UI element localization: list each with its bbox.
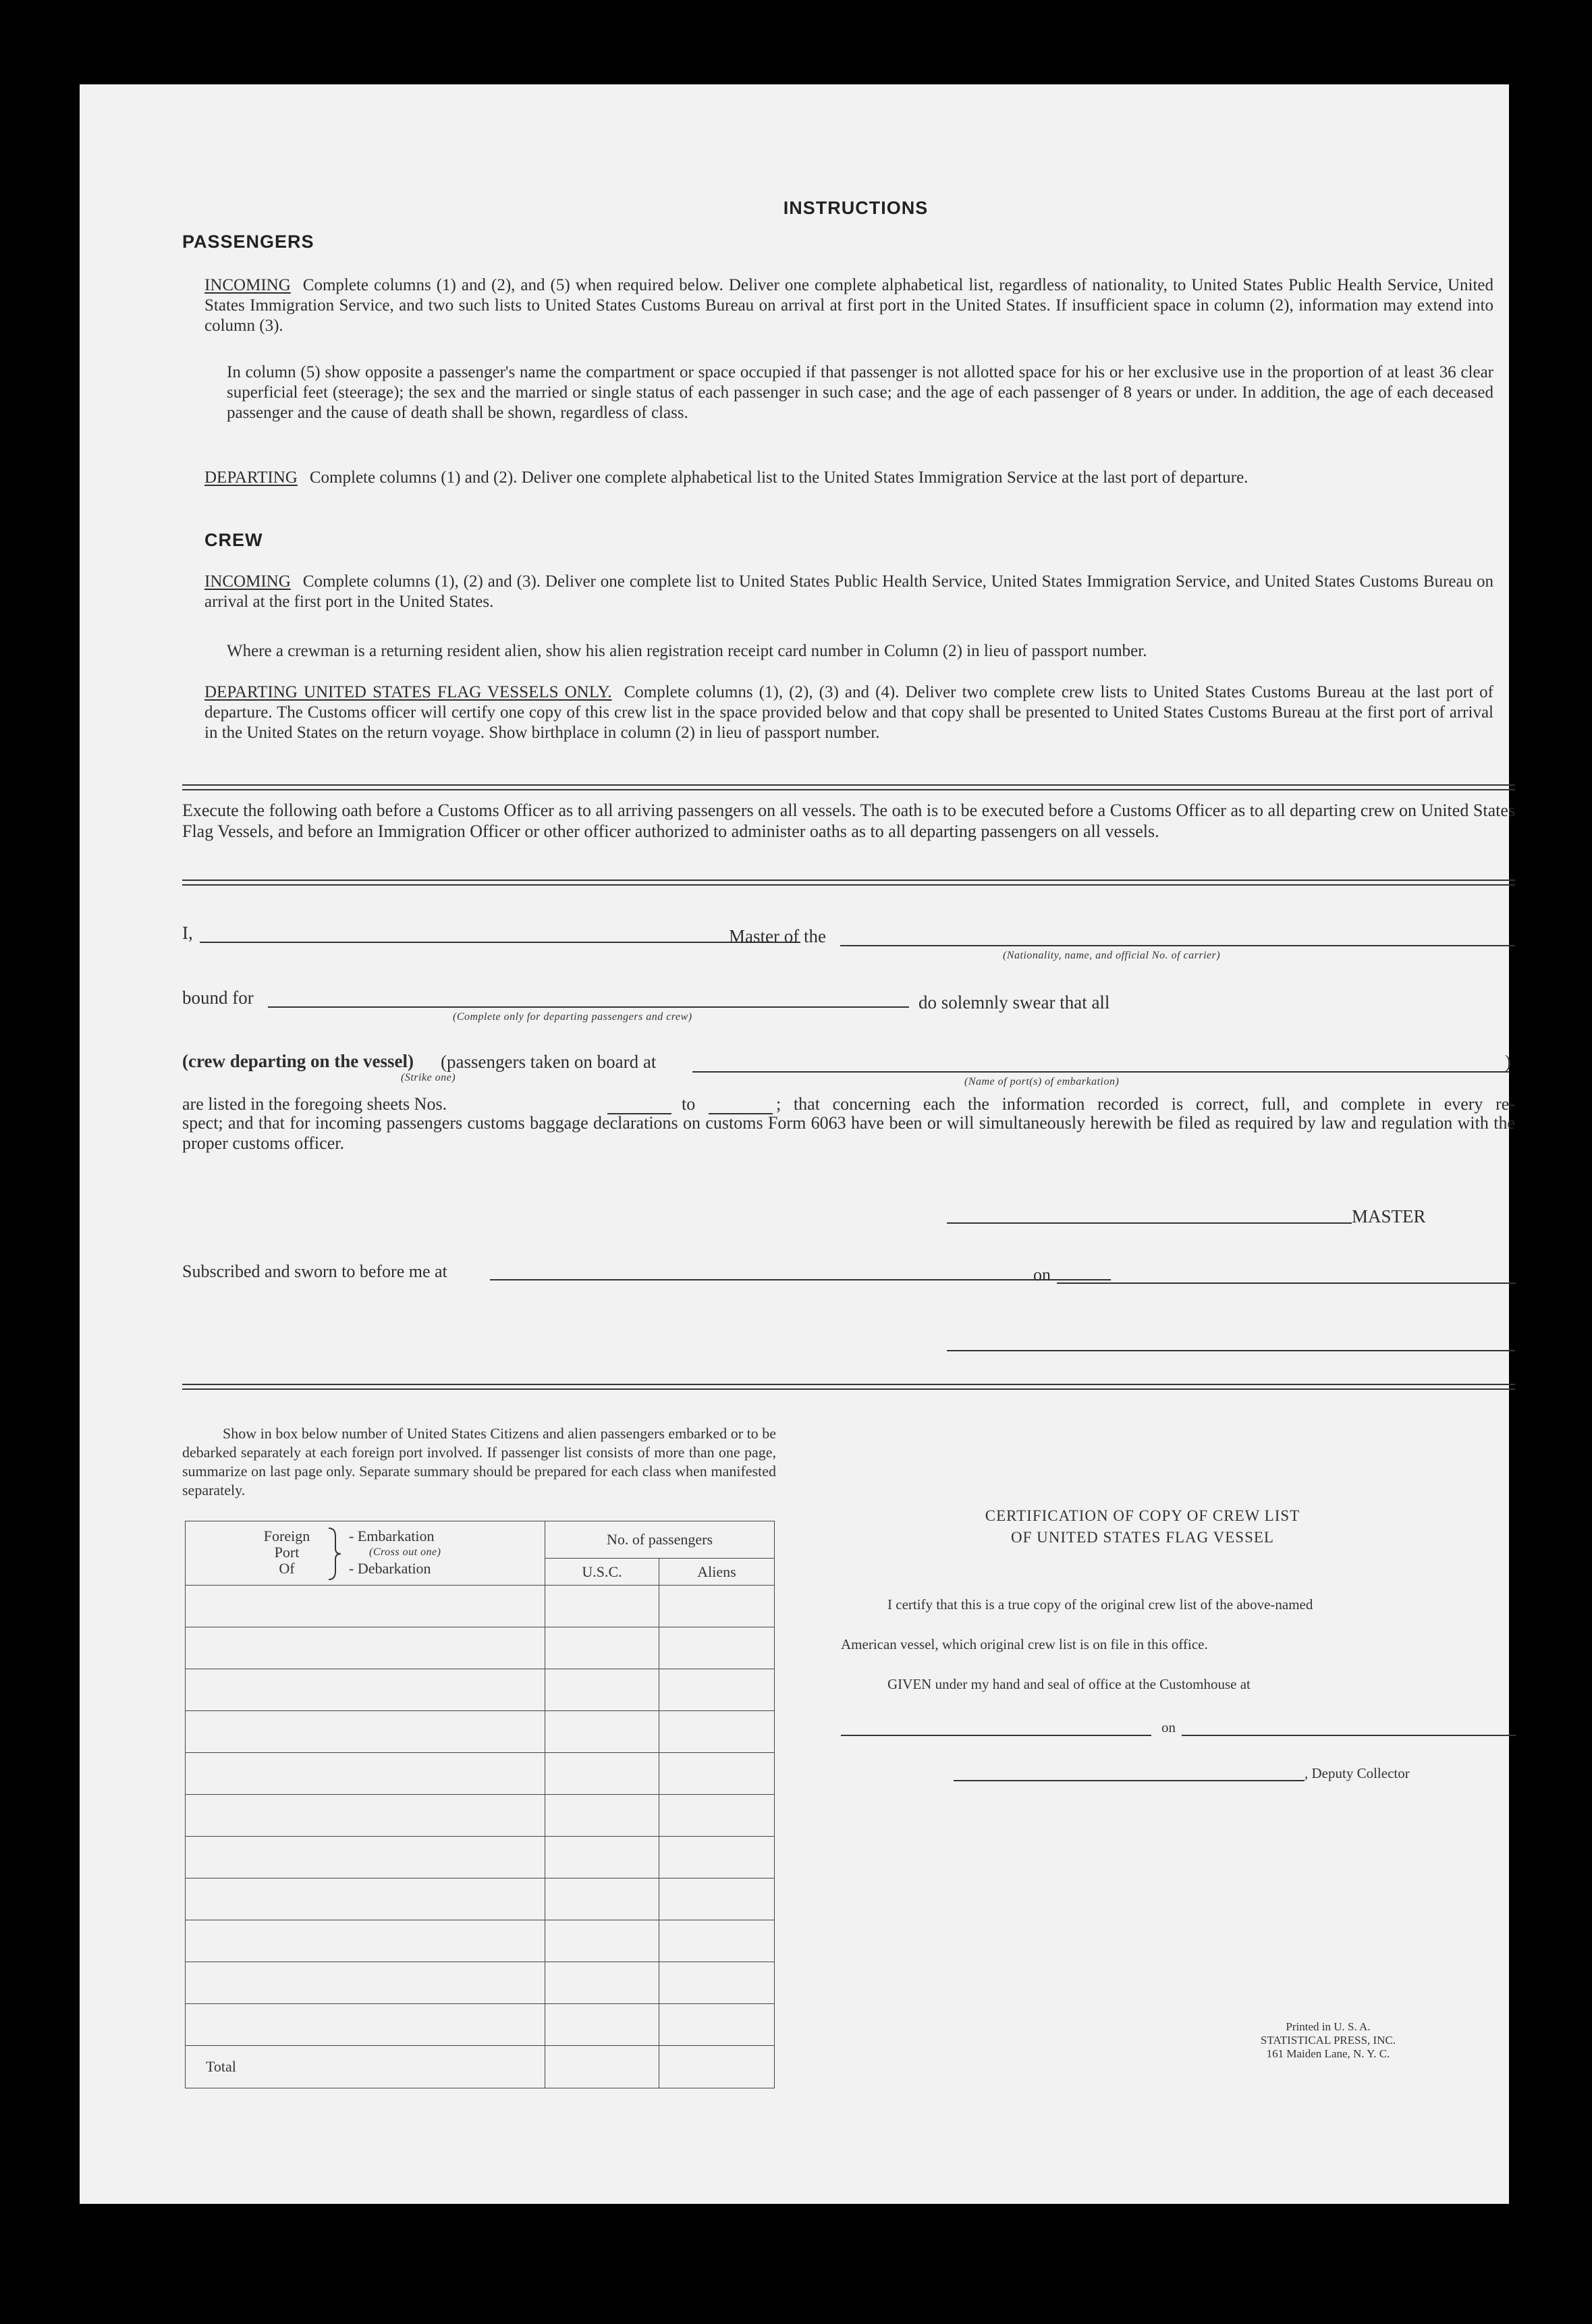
section-divider: [182, 1384, 1515, 1390]
section-divider: [182, 880, 1515, 886]
port-cell[interactable]: [186, 1920, 545, 1962]
listed-sheets-text: are listed in the foregoing sheets Nos.: [182, 1094, 447, 1114]
table-row: [186, 1586, 775, 1627]
master-label: MASTER: [1352, 1206, 1426, 1226]
deputy-collector-label: , Deputy Collector: [1305, 1765, 1410, 1781]
crew-incoming-text: Complete columns (1), (2) and (3). Deliver one complete list to United States Public Health Service, United States Immigration Service, and United States Customs Bureau on arrival at the first port in the United States.: [204, 572, 1493, 611]
crew-departing-strong: (crew departing on the vessel): [182, 1051, 414, 1071]
certification-on-label: on: [1161, 1719, 1176, 1735]
usc-cell[interactable]: [545, 1920, 659, 1962]
of-label: Of: [279, 1560, 295, 1577]
table-row: [186, 1920, 775, 1962]
usc-cell[interactable]: [545, 1627, 659, 1669]
master-of-label: Master of the: [729, 926, 826, 946]
no-of-passengers-header: No. of passengers: [545, 1521, 775, 1559]
strike-caption: (Strike one): [401, 1072, 456, 1083]
passengers-departing-instruction: [204, 468, 1493, 488]
aliens-cell[interactable]: [659, 1627, 775, 1669]
aliens-header: Aliens: [659, 1559, 775, 1586]
certify-text: I certify that this is a true copy of the original crew list of the above-named: [887, 1596, 1313, 1613]
deputy-collector-signature-field[interactable]: [954, 1780, 1305, 1781]
aliens-cell[interactable]: [659, 2004, 775, 2046]
embarkation-ports-field[interactable]: [692, 1071, 1509, 1073]
crew-incoming-instruction: [204, 572, 1493, 612]
aliens-cell[interactable]: [659, 1962, 775, 2004]
crew-heading: CREW: [204, 530, 263, 550]
usc-cell[interactable]: [545, 1879, 659, 1920]
passengers-departing-text: Complete columns (1) and (2). Deliver one complete alphabetical list to the United States Immigration Service at the last port of departure.: [309, 468, 1248, 487]
passengers-incoming-label: INCOMING: [204, 276, 291, 294]
aliens-cell[interactable]: [659, 1711, 775, 1753]
crewman-instruction: Where a crewman is a returning resident alien, show his alien registration receipt card number in Column (2) in lieu of passport number.: [227, 642, 1147, 660]
usc-cell[interactable]: [545, 1795, 659, 1837]
master-signature-field[interactable]: [947, 1222, 1352, 1224]
american-vessel-text: American vessel, which original crew list is on file in this office.: [841, 1636, 1208, 1652]
table-row: [186, 1795, 775, 1837]
aliens-cell[interactable]: [659, 1669, 775, 1711]
bound-for-field[interactable]: [268, 1006, 909, 1008]
subscribed-label: Subscribed and sworn to before me at: [182, 1262, 447, 1281]
total-row: [186, 2046, 775, 2088]
summary-instructions-text: Show in box below number of United States Citizens and alien passengers embarked or to be debarked separately at each foreign port involved. If passenger list consists of more than one page, summarize on last page only. Separate summary should be prepared for each class when manifested separately.: [182, 1425, 776, 1498]
usc-cell[interactable]: [545, 1753, 659, 1795]
port-cell[interactable]: [186, 1879, 545, 1920]
table-row: [186, 1669, 775, 1711]
table-row: [186, 1711, 775, 1753]
crew-departing-text: Complete columns (1), (2), (3) and (4). Deliver two complete crew lists to United States Customs Bureau at the last port of departure. The Customs officer will certify one copy of this crew list in the space provided below and that copy shall be presented to United States Customs Bureau at the first port of arrival in the United States on the return voyage. Show birthplace in column (2) in lieu of passport number.: [204, 683, 1493, 742]
port-cell[interactable]: [186, 1795, 545, 1837]
carrier-field[interactable]: [840, 945, 1515, 946]
certification-date-field[interactable]: [1182, 1735, 1516, 1736]
table-row: [186, 1837, 775, 1879]
passengers-incoming-instruction: [204, 275, 1493, 336]
column5-instruction: In column (5) show opposite a passenger's name the compartment or space occupied if that passenger is not allotted space for his or her exclusive use in the proportion of at least 36 clear superficial feet (steerage); the sex and the married or single status of each passenger in such case; and the age of each passenger of 8 years or under. In addition, the age of each deceased passenger and the cause of death shall be shown, regardless of class.: [227, 363, 1493, 422]
total-label: Total: [186, 2046, 545, 2088]
aliens-cell[interactable]: [659, 1795, 775, 1837]
usc-cell[interactable]: [545, 1586, 659, 1627]
given-text: GIVEN under my hand and seal of office at the Customhouse at: [887, 1676, 1251, 1692]
aliens-cell[interactable]: [659, 1837, 775, 1879]
certification-title-line1: CERTIFICATION OF COPY OF CREW LIST: [985, 1507, 1300, 1524]
sworn-date-field[interactable]: [1057, 1282, 1516, 1284]
printer-line1: Printed in U. S. A.: [1286, 2020, 1371, 2033]
crew-incoming-label: INCOMING: [204, 572, 291, 591]
certification-title-line2: OF UNITED STATES FLAG VESSEL: [1011, 1529, 1274, 1546]
passengers-heading: PASSENGERS: [182, 232, 314, 252]
aliens-cell[interactable]: [659, 1920, 775, 1962]
master-name-field[interactable]: [200, 942, 800, 943]
table-row: [186, 1962, 775, 2004]
bound-for-label: bound for: [182, 988, 254, 1008]
port-cell[interactable]: [186, 1711, 545, 1753]
aliens-cell[interactable]: [659, 1879, 775, 1920]
passengers-departing-label: DEPARTING: [204, 468, 298, 487]
crew-departing-option[interactable]: [182, 1051, 414, 1072]
brace-icon: [327, 1527, 342, 1581]
listed-line-1: [182, 1094, 1515, 1114]
crew-departing-instruction: [204, 682, 1493, 743]
aliens-cell[interactable]: [659, 1586, 775, 1627]
debarkation-label[interactable]: - Debarkation: [349, 1560, 431, 1577]
usc-cell[interactable]: [545, 1711, 659, 1753]
port-cell[interactable]: [186, 1669, 545, 1711]
close-paren: ): [1505, 1052, 1511, 1072]
port-cell[interactable]: [186, 1586, 545, 1627]
foreign-port-header: [186, 1521, 545, 1586]
printer-imprint: [1227, 2020, 1429, 2061]
sworn-place-field[interactable]: [490, 1279, 1111, 1280]
passenger-summary-table: [185, 1521, 775, 2088]
summary-instructions: [182, 1424, 776, 1500]
instructions-title: INSTRUCTIONS: [783, 198, 929, 218]
officer-signature-field[interactable]: [947, 1350, 1515, 1351]
cross-out-caption: (Cross out one): [369, 1546, 441, 1558]
oath-i-label: I,: [182, 923, 193, 943]
listed-line1-rest: ; that concerning each the information recorded is correct, full, and complete in every re-: [776, 1094, 1515, 1114]
oath-intro: Execute the following oath before a Customs Officer as to all arriving passengers on all vessels. The oath is to be executed before a Customs Officer as to all departing crew on United States Flag Vessels, and before an Immigration Officer or other officer authorized to administer oaths as to all departing passengers on all vessels.: [182, 801, 1515, 841]
table-row: [186, 2004, 775, 2046]
listed-to-label: to: [682, 1094, 696, 1114]
table-row: [186, 1627, 775, 1669]
crew-departing-label: DEPARTING UNITED STATES FLAG VESSELS ONLY.: [204, 683, 612, 701]
port-cell[interactable]: [186, 1837, 545, 1879]
customhouse-place-field[interactable]: [841, 1735, 1151, 1736]
foreign-label: Foreign: [263, 1528, 310, 1544]
table-row: [186, 1753, 775, 1795]
usc-cell[interactable]: [545, 1837, 659, 1879]
passengers-incoming-text: Complete columns (1) and (2), and (5) when required below. Deliver one complete alphabetical list, regardless of nationality, to United States Public Health Service, United States Immigration Service, and two such lists to United States Customs Bureau on arrival at first port in the United States. If insufficient space in column (2), information may extend into column (3).: [204, 276, 1493, 335]
bound-caption: (Complete only for departing passengers and crew): [453, 1011, 692, 1023]
carrier-caption: (Nationality, name, and official No. of carrier): [1003, 950, 1221, 961]
port-cell[interactable]: [186, 2004, 545, 2046]
ports-caption: (Name of port(s) of embarkation): [964, 1076, 1120, 1087]
port-cell[interactable]: [186, 1962, 545, 2004]
printer-line3: 161 Maiden Lane, N. Y. C.: [1266, 2047, 1390, 2060]
port-cell[interactable]: [186, 1627, 545, 1669]
certification-title: [889, 1505, 1396, 1548]
form-page: [80, 84, 1515, 2204]
port-cell[interactable]: [186, 1753, 545, 1795]
printer-line2: STATISTICAL PRESS, INC.: [1260, 2034, 1396, 2047]
table-row: [186, 1879, 775, 1920]
total-usc-cell[interactable]: [545, 2046, 659, 2088]
usc-header: U.S.C.: [545, 1559, 659, 1586]
embarkation-label[interactable]: - Embarkation: [349, 1528, 435, 1544]
listed-rest: spect; and that for incoming passengers customs baggage declarations on customs Form 6063 have been or will simultaneously herewith be filed as required by law and regulation with the proper customs officer.: [182, 1113, 1515, 1153]
usc-cell[interactable]: [545, 1962, 659, 2004]
port-label: Port: [274, 1544, 300, 1561]
aliens-cell[interactable]: [659, 1753, 775, 1795]
total-aliens-cell[interactable]: [659, 2046, 775, 2088]
sworn-on-label: on: [1033, 1265, 1051, 1285]
section-divider: [182, 784, 1515, 790]
usc-cell[interactable]: [545, 2004, 659, 2046]
passengers-taken-option[interactable]: (passengers taken on board at: [441, 1052, 657, 1072]
usc-cell[interactable]: [545, 1669, 659, 1711]
swear-text: do solemnly swear that all: [918, 992, 1110, 1012]
